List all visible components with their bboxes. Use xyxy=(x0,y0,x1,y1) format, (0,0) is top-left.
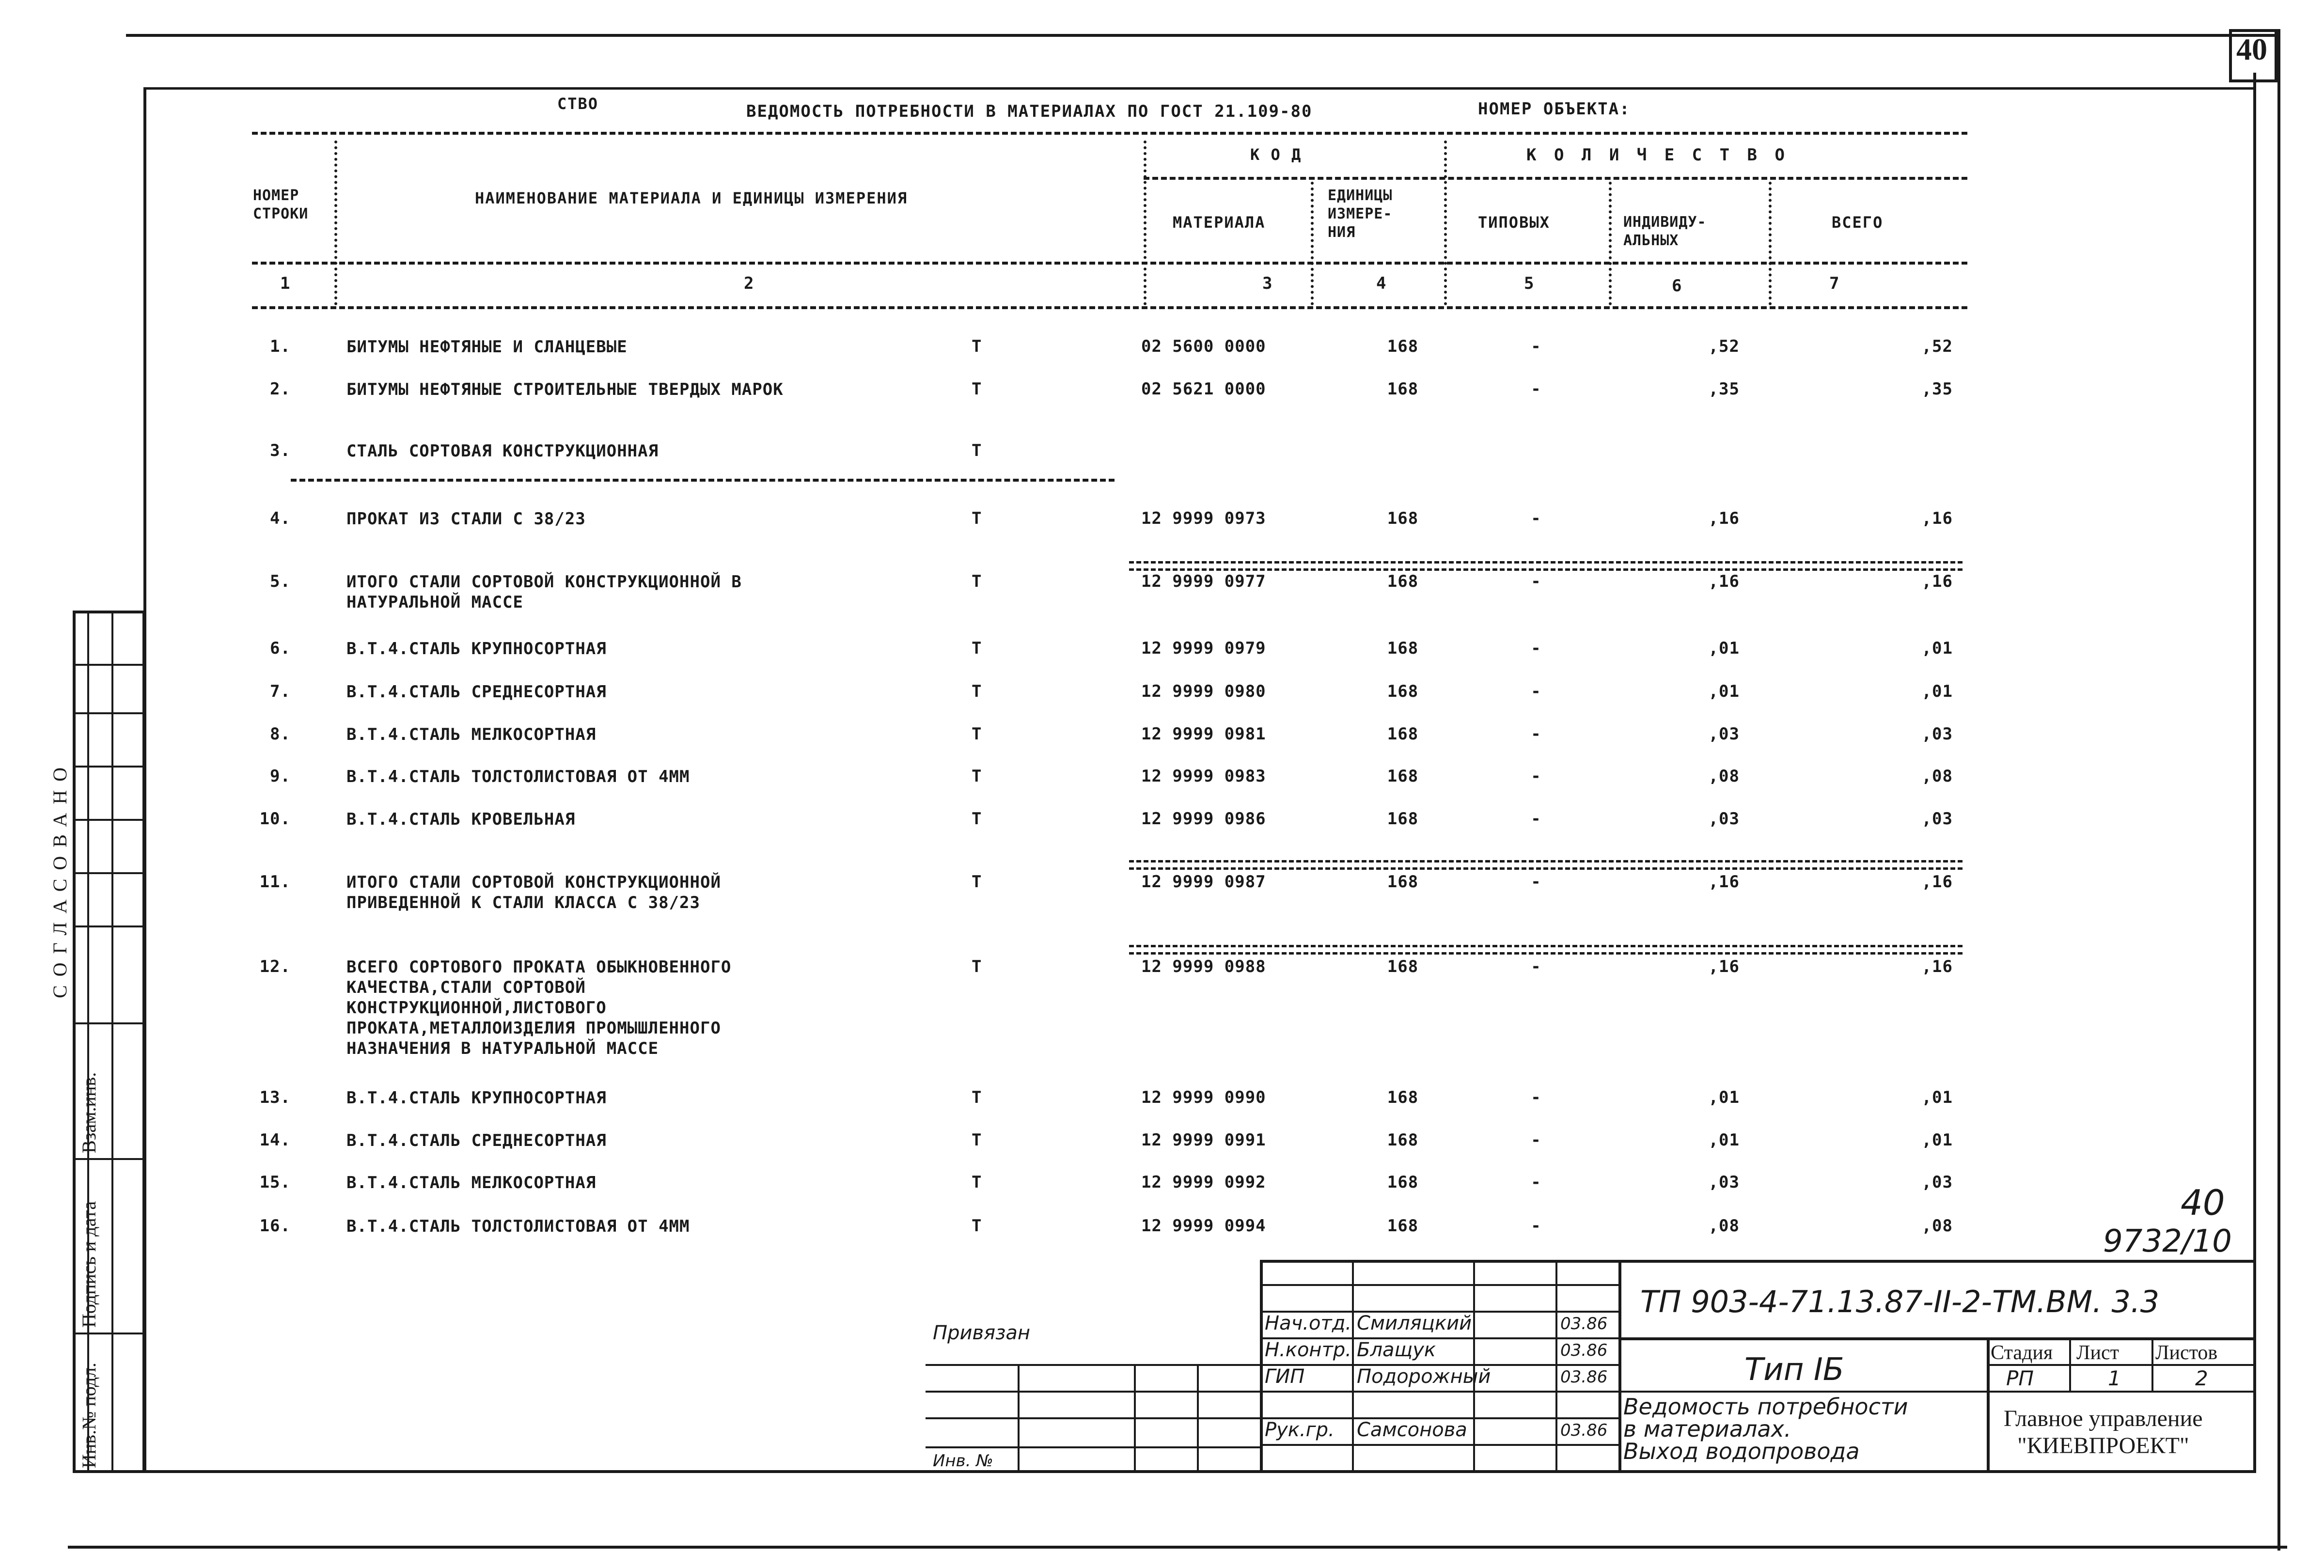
cell-code: 12 9999 0986 xyxy=(1141,809,1266,829)
cell-tot: ,52 xyxy=(1921,337,1953,356)
cell-u: Т xyxy=(972,724,982,744)
side-h3 xyxy=(73,766,145,768)
cell-unit: 168 xyxy=(1387,639,1419,658)
priv-mid3 xyxy=(926,1446,1260,1448)
priv-mid1 xyxy=(926,1391,1260,1393)
cell-typ: - xyxy=(1531,379,1541,399)
cell-code: 12 9999 0980 xyxy=(1141,682,1266,701)
col-sep-5 xyxy=(1609,182,1612,305)
cell-typ: - xyxy=(1531,872,1541,892)
cell-code: 12 9999 0994 xyxy=(1141,1216,1266,1236)
sig-role-4: Рук.гр. xyxy=(1265,1419,1335,1441)
cell-code: 12 9999 0981 xyxy=(1141,724,1266,744)
sig-role-3: ГИП xyxy=(1265,1365,1305,1388)
sig-date-4: 03.86 xyxy=(1560,1421,1608,1440)
side-h4 xyxy=(73,819,145,821)
privyazan-label: Привязан xyxy=(933,1322,1031,1344)
page-number: 40 xyxy=(2236,32,2267,66)
side-h1 xyxy=(73,664,145,666)
sheet-value: 1 xyxy=(2108,1366,2121,1390)
cell-code: 02 5600 0000 xyxy=(1141,337,1266,356)
cell-unit: 168 xyxy=(1387,572,1419,591)
cell-typ: - xyxy=(1531,957,1541,976)
side-v2 xyxy=(111,611,113,1473)
cell-typ: - xyxy=(1531,1088,1541,1107)
cell-name: В.Т.4.СТАЛЬ СРЕДНЕСОРТНАЯ xyxy=(346,1131,607,1150)
cell-u: Т xyxy=(972,1130,982,1150)
sheets-label: Листов xyxy=(2155,1342,2218,1364)
side-vzam: Взам.инв. xyxy=(78,1072,100,1153)
cell-typ: - xyxy=(1531,509,1541,528)
cell-tot: ,16 xyxy=(1921,509,1953,528)
cell-tot: ,08 xyxy=(1921,1216,1953,1236)
header-code: К О Д xyxy=(1250,145,1302,164)
cell-tot: ,08 xyxy=(1921,767,1953,786)
cell-n: 13. xyxy=(259,1088,291,1107)
cell-n: 16. xyxy=(259,1216,291,1236)
cell-unit: 168 xyxy=(1387,872,1419,892)
cell-tot: ,01 xyxy=(1921,1088,1953,1107)
header-material: МАТЕРИАЛА xyxy=(1173,213,1266,232)
side-h9 xyxy=(73,1333,145,1334)
cell-name: ПРОКАТ ИЗ СТАЛИ С 38/23 xyxy=(346,509,586,529)
cell-unit: 168 xyxy=(1387,682,1419,701)
tb-v-3 xyxy=(1555,1260,1557,1473)
col-number-6: 6 xyxy=(1672,276,1682,296)
cell-u: Т xyxy=(972,379,982,399)
inv-number-label: Инв. № xyxy=(933,1451,993,1471)
cell-tot: ,16 xyxy=(1921,957,1953,976)
priv-v3 xyxy=(1197,1364,1199,1473)
tb-h-stage2 xyxy=(1987,1391,2256,1393)
tb-v-1 xyxy=(1352,1260,1354,1473)
cell-n: 7. xyxy=(270,682,291,701)
priv-top xyxy=(926,1364,1260,1366)
subtotal-rule-11 xyxy=(1129,860,1963,870)
header-bottom-rule xyxy=(252,262,1967,265)
cell-unit: 168 xyxy=(1387,1173,1419,1192)
cell-unit: 168 xyxy=(1387,337,1419,356)
header-individual: ИНДИВИДУ- АЛЬНЫХ xyxy=(1623,214,1707,249)
cell-n: 12. xyxy=(259,957,291,976)
col-number-2: 2 xyxy=(744,274,754,293)
priv-mid2 xyxy=(926,1417,1260,1419)
cell-name: СТАЛЬ СОРТОВАЯ КОНСТРУКЦИОННАЯ xyxy=(346,441,659,461)
cell-name: В.Т.4.СТАЛЬ КРОВЕЛЬНАЯ xyxy=(346,810,576,829)
cell-u: Т xyxy=(972,767,982,786)
cell-n: 4. xyxy=(270,509,291,528)
sig-role-2: Н.контр. xyxy=(1265,1339,1351,1361)
cell-n: 15. xyxy=(259,1173,291,1192)
tb-h-7 xyxy=(1260,1444,1618,1446)
header-total: ВСЕГО xyxy=(1832,213,1884,232)
header-name: НАИМЕНОВАНИЕ МАТЕРИАЛА И ЕДИНИЦЫ ИЗМЕРЕНИЯ xyxy=(475,189,908,207)
object-number-label: НОМЕР ОБЪЕКТА: xyxy=(1478,99,1631,119)
cell-u: Т xyxy=(972,1216,982,1236)
cell-ind: ,03 xyxy=(1708,1173,1740,1192)
right-outer xyxy=(2277,29,2280,1551)
priv-v1 xyxy=(1018,1364,1020,1473)
bottom-rule xyxy=(68,1546,2287,1549)
side-podpis: Подпись и дата xyxy=(78,1201,100,1328)
cell-n: 10. xyxy=(259,809,291,829)
cell-n: 8. xyxy=(270,724,291,744)
side-agreed: СОГЛАСОВАНО xyxy=(49,758,71,998)
cell-u: Т xyxy=(972,809,982,829)
col-sep-2 xyxy=(1144,141,1146,305)
sig-name-4: Самсонова xyxy=(1357,1419,1467,1441)
cell-u: Т xyxy=(972,509,982,528)
col-number-3: 3 xyxy=(1262,274,1273,293)
cell-name: В.Т.4.СТАЛЬ МЕЛКОСОРТНАЯ xyxy=(346,1173,597,1192)
code-quantity-rule xyxy=(1144,177,1967,180)
sig-date-2: 03.86 xyxy=(1560,1341,1608,1360)
cell-unit: 168 xyxy=(1387,957,1419,976)
header-quantity: К О Л И Ч Е С Т В О xyxy=(1526,145,1789,165)
tb-h-type xyxy=(1618,1391,1987,1393)
cell-name: БИТУМЫ НЕФТЯНЫЕ И СЛАНЦЕВЫЕ xyxy=(346,337,628,357)
cell-name: ИТОГО СТАЛИ СОРТОВОЙ КОНСТРУКЦИОННОЙ В НАТУРАЛЬНОЙ МАССЕ xyxy=(346,572,742,612)
cell-unit: 168 xyxy=(1387,1130,1419,1150)
side-inv: Инв.№ подл. xyxy=(78,1363,100,1468)
cell-code: 12 9999 0973 xyxy=(1141,509,1266,528)
cell-typ: - xyxy=(1531,809,1541,829)
header-left-fragment: СТВО xyxy=(557,94,599,113)
tb-v-stage xyxy=(1987,1337,1990,1473)
cell-tot: ,03 xyxy=(1921,724,1953,744)
cell-typ: - xyxy=(1531,767,1541,786)
cell-typ: - xyxy=(1531,724,1541,744)
cell-ind: ,16 xyxy=(1708,509,1740,528)
cell-code: 12 9999 0988 xyxy=(1141,957,1266,976)
tb-h-1 xyxy=(1260,1284,1618,1286)
cell-n: 5. xyxy=(270,572,291,591)
cell-code: 12 9999 0987 xyxy=(1141,872,1266,892)
cell-unit: 168 xyxy=(1387,1088,1419,1107)
document-title: ВЕДОМОСТЬ ПОТРЕБНОСТИ В МАТЕРИАЛАХ ПО ГОСТ 21.109-80 xyxy=(746,102,1313,121)
col-number-1: 1 xyxy=(280,274,291,293)
stamp-type: Тип IБ xyxy=(1744,1352,1844,1388)
col-sep-3 xyxy=(1311,182,1314,305)
cell-typ: - xyxy=(1531,682,1541,701)
cell-unit: 168 xyxy=(1387,1216,1419,1236)
tb-h-5 xyxy=(1260,1391,1618,1393)
sig-date-1: 03.86 xyxy=(1560,1314,1608,1333)
side-h7 xyxy=(73,1022,145,1024)
priv-v2 xyxy=(1134,1364,1136,1473)
cell-unit: 168 xyxy=(1387,509,1419,528)
cell-ind: ,16 xyxy=(1708,957,1740,976)
cell-n: 3. xyxy=(270,441,291,460)
header-row-number: НОМЕР СТРОКИ xyxy=(253,187,309,222)
sig-name-2: Блащук xyxy=(1357,1339,1436,1361)
cell-tot: ,01 xyxy=(1921,682,1953,701)
cell-ind: ,01 xyxy=(1708,682,1740,701)
cell-n: 14. xyxy=(259,1130,291,1150)
cell-u: Т xyxy=(972,957,982,976)
top-border xyxy=(126,34,2277,37)
cell-tot: ,16 xyxy=(1921,572,1953,591)
header-top-rule xyxy=(252,132,1967,135)
cell-typ: - xyxy=(1531,572,1541,591)
tb-v-main xyxy=(1618,1260,1621,1473)
cell-u: Т xyxy=(972,337,982,356)
cell-name: В.Т.4.СТАЛЬ КРУПНОСОРТНАЯ xyxy=(346,1088,607,1108)
cell-ind: ,16 xyxy=(1708,572,1740,591)
tb-v-stage3 xyxy=(2151,1337,2153,1391)
cell-code: 12 9999 0977 xyxy=(1141,572,1266,591)
col-number-5: 5 xyxy=(1524,274,1535,293)
colnum-bottom-rule xyxy=(252,306,1967,309)
cell-name: В.Т.4.СТАЛЬ КРУПНОСОРТНАЯ xyxy=(346,639,607,659)
cell-tot: ,03 xyxy=(1921,809,1953,829)
frame-top xyxy=(143,87,2256,90)
cell-u: Т xyxy=(972,1088,982,1107)
cell-ind: ,01 xyxy=(1708,1088,1740,1107)
cell-name: ВСЕГО СОРТОВОГО ПРОКАТА ОБЫКНОВЕННОГО КАЧЕСТВА,СТАЛИ СОРТОВОЙ КОНСТРУКЦИОННОЙ,ЛИСТОВОГО ПРОКАТА,МЕТАЛЛОИЗДЕЛИЯ ПРОМЫШЛЕННОГО НАЗНАЧЕНИЯ В НАТУРАЛЬНОЙ МАССЕ xyxy=(346,957,732,1058)
cell-typ: - xyxy=(1531,1130,1541,1150)
subtotal-rule-5 xyxy=(1129,561,1963,571)
cell-tot: ,16 xyxy=(1921,872,1953,892)
cell-code: 12 9999 0990 xyxy=(1141,1088,1266,1107)
cell-n: 1. xyxy=(270,337,291,356)
cell-ind: ,08 xyxy=(1708,767,1740,786)
cell-name: В.Т.4.СТАЛЬ МЕЛКОСОРТНАЯ xyxy=(346,725,597,744)
cell-n: 9. xyxy=(270,767,291,786)
cell-typ: - xyxy=(1531,639,1541,658)
cell-u: Т xyxy=(972,682,982,701)
cell-ind: ,52 xyxy=(1708,337,1740,356)
stage-label: Стадия xyxy=(1991,1342,2053,1364)
stamp-designation: ТП 903-4-71.13.87-II-2-ТМ.ВМ. 3.3 xyxy=(1640,1284,2160,1319)
stage-value: РП xyxy=(2006,1366,2034,1390)
handwritten-page-number: 40 xyxy=(2181,1182,2225,1223)
sig-name-3: Подорожный xyxy=(1357,1365,1491,1388)
subtotal-rule-12 xyxy=(1129,945,1963,955)
organization: Главное управление "КИЕВПРОЕКТ" xyxy=(2004,1406,2203,1458)
cell-ind: ,16 xyxy=(1708,872,1740,892)
cell-n: 6. xyxy=(270,639,291,658)
cell-unit: 168 xyxy=(1387,767,1419,786)
cell-code: 12 9999 0979 xyxy=(1141,639,1266,658)
cell-code: 12 9999 0983 xyxy=(1141,767,1266,786)
cell-unit: 168 xyxy=(1387,809,1419,829)
col-sep-1 xyxy=(334,141,337,305)
cell-u: Т xyxy=(972,872,982,892)
side-v1 xyxy=(87,611,89,1473)
cell-ind: ,01 xyxy=(1708,639,1740,658)
col-number-7: 7 xyxy=(1829,274,1840,293)
cell-ind: ,03 xyxy=(1708,724,1740,744)
sig-name-1: Смиляцкий xyxy=(1357,1312,1472,1334)
header-typical: ТИПОВЫХ xyxy=(1478,213,1550,232)
col-sep-6 xyxy=(1769,182,1772,305)
cell-u: Т xyxy=(972,572,982,591)
cell-u: Т xyxy=(972,1173,982,1192)
col-number-4: 4 xyxy=(1376,274,1387,293)
cell-ind: ,01 xyxy=(1708,1130,1740,1150)
cell-tot: ,01 xyxy=(1921,1130,1953,1150)
col-sep-4 xyxy=(1444,141,1447,305)
cell-name: ИТОГО СТАЛИ СОРТОВОЙ КОНСТРУКЦИОННОЙ ПРИВЕДЕННОЙ К СТАЛИ КЛАССА С 38/23 xyxy=(346,873,721,912)
cell-unit: 168 xyxy=(1387,724,1419,744)
cell-typ: - xyxy=(1531,337,1541,356)
side-h6 xyxy=(73,925,145,927)
tb-v-stage2 xyxy=(2069,1337,2071,1391)
cell-typ: - xyxy=(1531,1216,1541,1236)
cell-name: В.Т.4.СТАЛЬ ТОЛСТОЛИСТОВАЯ ОТ 4ММ xyxy=(346,1217,690,1236)
cell-name: В.Т.4.СТАЛЬ СРЕДНЕСОРТНАЯ xyxy=(346,682,607,702)
stamp-description: Ведомость потребности в материалах. Выход водопровода xyxy=(1623,1394,1908,1464)
sheets-value: 2 xyxy=(2195,1366,2208,1390)
cell-name: БИТУМЫ НЕФТЯНЫЕ СТРОИТЕЛЬНЫЕ ТВЕРДЫХ МАРОК xyxy=(346,380,784,399)
cell-code: 02 5621 0000 xyxy=(1141,379,1266,399)
header-unit: ЕДИНИЦЫ ИЗМЕРЕ- НИЯ xyxy=(1328,187,1393,241)
cell-u: Т xyxy=(972,441,982,460)
cell-name: В.Т.4.СТАЛЬ ТОЛСТОЛИСТОВАЯ ОТ 4ММ xyxy=(346,767,690,786)
sig-date-3: 03.86 xyxy=(1560,1367,1608,1387)
side-h2 xyxy=(73,712,145,714)
row3-underline xyxy=(291,479,1115,482)
side-h5 xyxy=(73,872,145,874)
cell-code: 12 9999 0992 xyxy=(1141,1173,1266,1192)
cell-tot: ,01 xyxy=(1921,639,1953,658)
sig-role-1: Нач.отд. xyxy=(1265,1312,1352,1334)
cell-ind: ,35 xyxy=(1708,379,1740,399)
handwritten-sheet-ref: 9732/10 xyxy=(2103,1223,2232,1259)
cell-typ: - xyxy=(1531,1173,1541,1192)
cell-u: Т xyxy=(972,639,982,658)
cell-n: 2. xyxy=(270,379,291,399)
cell-code: 12 9999 0991 xyxy=(1141,1130,1266,1150)
tb-h-designation xyxy=(1618,1337,2256,1340)
cell-tot: ,35 xyxy=(1921,379,1953,399)
side-h8 xyxy=(73,1158,145,1160)
cell-ind: ,08 xyxy=(1708,1216,1740,1236)
cell-ind: ,03 xyxy=(1708,809,1740,829)
side-stamp xyxy=(73,611,145,1473)
cell-tot: ,03 xyxy=(1921,1173,1953,1192)
cell-n: 11. xyxy=(259,872,291,892)
sheet-label: Лист xyxy=(2076,1342,2119,1364)
cell-unit: 168 xyxy=(1387,379,1419,399)
